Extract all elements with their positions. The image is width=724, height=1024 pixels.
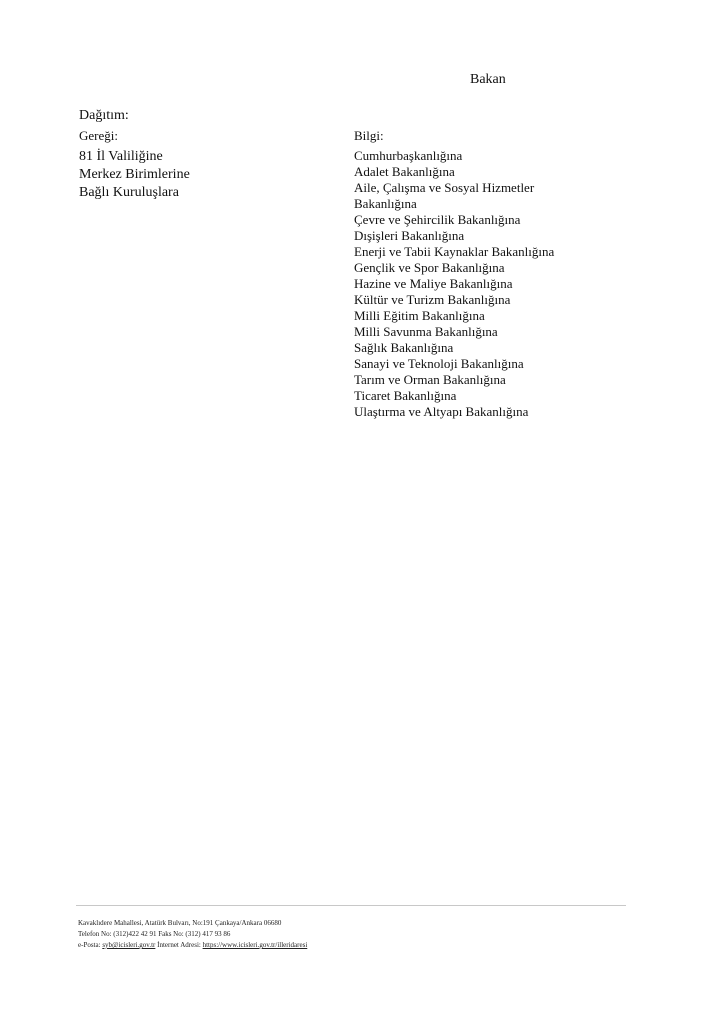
list-item: Dışişleri Bakanlığına xyxy=(354,228,465,243)
list-item: Tarım ve Orman Bakanlığına xyxy=(354,372,506,387)
list-item: Sanayi ve Teknoloji Bakanlığına xyxy=(354,356,524,371)
info-heading: Bilgi: xyxy=(354,128,384,143)
list-item: Kültür ve Turizm Bakanlığına xyxy=(354,292,511,307)
list-item: Cumhurbaşkanlığına xyxy=(354,148,463,163)
list-item: Bağlı Kuruluşlara xyxy=(79,185,179,200)
list-item: Hazine ve Maliye Bakanlığına xyxy=(354,276,513,291)
action-recipients-column xyxy=(79,128,190,202)
list-item: 81 İl Valiliğine xyxy=(79,149,163,164)
info-recipients-column xyxy=(354,128,554,420)
list-item: Milli Savunma Bakanlığına xyxy=(354,324,498,339)
list-item: Bakanlığına xyxy=(354,196,417,211)
footer xyxy=(78,918,307,951)
list-item: Gençlik ve Spor Bakanlığına xyxy=(354,260,505,275)
distribution-heading: Dağıtım: xyxy=(79,108,129,123)
list-item: Enerji ve Tabii Kaynaklar Bakanlığına xyxy=(354,244,555,259)
website-link[interactable]: https://www.icisleri.gov.tr/illeridaresi xyxy=(202,941,308,949)
list-item: Ulaştırma ve Altyapı Bakanlığına xyxy=(354,404,529,419)
list-item: Milli Eğitim Bakanlığına xyxy=(354,308,485,323)
footer-phone: Telefon No: (312)422 42 91 Faks No: (312) 417 93 86 xyxy=(78,930,231,938)
email-label: e-Posta: xyxy=(78,941,101,949)
info-recipient-list xyxy=(354,148,554,420)
email-link[interactable]: syb@icisleri.gov.tr xyxy=(102,941,156,949)
list-item: Ticaret Bakanlığına xyxy=(354,388,457,403)
footer-address: Kavaklıdere Mahallesi, Atatürk Bulvarı, No:191 Çankaya/Ankara 06680 xyxy=(78,919,282,927)
list-item: Çevre ve Şehircilik Bakanlığına xyxy=(354,212,521,227)
list-item: Sağlık Bakanlığına xyxy=(354,340,454,355)
action-recipient-list xyxy=(79,148,190,202)
list-item: Merkez Birimlerine xyxy=(79,167,190,182)
web-label: İnternet Adresi: xyxy=(157,941,201,949)
footer-divider xyxy=(76,905,626,906)
list-item: Adalet Bakanlığına xyxy=(354,164,455,179)
signer-title: Bakan xyxy=(470,72,506,87)
list-item: Aile, Çalışma ve Sosyal Hizmetler xyxy=(354,180,535,195)
footer-contact-line xyxy=(78,940,307,951)
action-heading: Gereği: xyxy=(79,128,118,143)
